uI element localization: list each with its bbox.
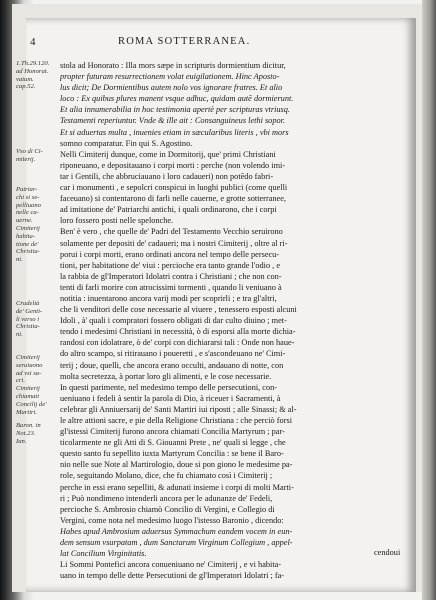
text-line: ad imitatione de' Patriarchi antichi, i quali ordinarono, che i corpi [60,205,277,215]
text-line: molta secretezza, à portar loro gli alimenti, e le cose necessarie. [60,371,272,381]
text-line: gl'istessi Cimiterij furono ancora chiamati Concilia Martyrum ; par- [60,427,285,437]
text-line: lat Concilium Virginitatis. [60,549,147,559]
text-line: le altre attioni sacre, e pie della Religione Christiana : che perciò forsi [60,416,292,425]
marginal-note: Cimiterij seruiuono ad vsi sa- cri. Cimiterij chiamati Concilij de' Martiri. [16,354,47,416]
text-line: loco : Ex quibus plures manent vsque adhuc, quidam autē dormierunt. [60,94,294,104]
text-line: Idoli , à' quali i compratori fossero obligati di dar culto diuino ; met- [60,316,287,326]
text-line: role, seguitando Molano, dice, che fu chiamato così i Cimiterij ; [60,471,273,481]
catchword: cendoui [374,548,401,557]
text-line: Et alia innumerabilia in hoc testimonia apertè per scripturas vtriusq. [60,105,290,115]
text-line: do altro scampo, si ritirauano i poueretti , e s'ascondeuano ne' Cimi- [60,349,286,359]
text-line: ri ; Può nondimeno intenderli ancora per le adunanze de' Fedeli, [60,493,273,503]
text-line: la rabbia de gl'Imperatori Idolatri contra i Christiani ; che non con- [60,271,282,281]
text-line: In questi parimente, nel medesimo tempo delle persecutioni, con- [60,382,278,392]
text-line: che li venditori delle cose necessarie al viuere , tenessero esposti alcuni [60,305,297,315]
body-text [60,60,404,581]
text-line: Li Sommi Pontefici ancora conueniuano ne' Cimiterij , e vi habita- [60,560,282,570]
text-line: Vergini, come nota nel medesimo luogo l'istesso Baronio , dicendo: [60,515,284,525]
text-line: uano in tempo delle dette Persecutioni de gl'Imperatori Idolatri ; fa- [60,571,285,581]
text-line: lus dicit; De Dormientibus autem nolo vos ignorare fratres. Et alio [60,83,283,93]
text-line: Testamenti reperiuntur. Vnde & ille ait : Consanguineus lethi sopor. [60,116,286,126]
text-line: Ben' è vero , che quelle de' Padri del Testamento Vecchio seruirono [60,227,283,237]
text-line: propter futuram resurrectionem volat euigilationem. Hinc Aposto- [60,72,280,82]
text-line: celebrar gli Anniuersarij de' Santi Martiri iui riposti ; alle Sinassi; & al- [60,404,297,414]
text-line: faceuano) si contentarono di farli nelle cauerne, e grotte sotterranee, [60,194,286,204]
text-line: solamente per depositi de' cadaueri; ma i nostri Cimiterij , oltre al ri- [60,238,288,248]
page-number: 4 [30,36,36,48]
text-line: ticolarmente ne gli Atti di S. Giouanni Prete , ne' quali si legge , che [60,438,286,448]
running-head: ROMA SOTTERRANEA. [118,36,251,47]
marginal-note: Vso di Ci- miterij. [16,148,43,163]
text-line: tioni, per habitatione de' viui : percioche era tanto grande l'odio , e [60,260,281,270]
text-line: tar i Gentili, che abbruciauano i loro cadaueri) non potēdo fabri- [60,171,274,181]
text-line: tendo i medesimi Christiani in necessità, ò di esporsi alla morte dichia- [60,327,296,337]
marginal-note: Crudeltà de' Genti- li verso i Christia- ni. [16,300,43,339]
text-line: percioche S. Ambrosio chiamò Concilio di Vergini, e Collegio di [60,504,275,514]
text-line: Et si aduertas multa , inuenies etiam in sæcularibus literis , vbi mors [60,127,289,137]
marginal-note: 1.Th.29.120. ad Honorat. vatum. cap.52. [16,60,50,91]
text-line: nio nelle sue Note al Martirologio, doue si pon giono le medesime pa- [60,460,293,470]
marginal-note: Patriar- chi si se- pelliuano nelle ca- uerne. Cimiterij habita- tione de' Christia- ni. [16,186,41,264]
text-line: Nelli Cimiterij dunque, come in Dormitorij, que' primi Christiani [60,149,276,159]
text-line: questo santo fu sepellito iuxta Martyrum Concilia : se bene il Baro- [60,449,284,459]
text-line: loro fossero posti nelle spelonche. [60,216,174,226]
text-line: notitia : inuentarono ancora varij modi per scoprirli ; e tra gl'altri, [60,293,277,303]
text-line: randosi con idolatrare, ò de' corpi con dichiararsi tali : Onde non haue- [60,338,295,348]
text-line: riponeuano, e depositauano i corpi morti : perche (non volendo imi- [60,160,286,170]
marginal-note: Baron. in Not.23. Ian. [16,422,41,445]
page-edge [422,0,436,600]
text-line: perche in essi erano sepelliti, & adunati insieme i corpi di molti Marti- [60,482,294,492]
text-line: somno comparatur. Fin qui S. Agostino. [60,138,193,148]
text-line: tenti di farli morire con atrocissimi tormenti , quando li veniuano à [60,282,282,292]
text-line: Habes apud Ambrosium aduersus Symmachum eandem vocem in eun- [60,526,293,536]
text-line: terij ; doue, quelli, che ancora erano occulti, andauano di notte, con [60,360,284,370]
text-line: stola ad Honorato : Illa mors sæpe in scripturis dormientium dicitur, [60,61,286,70]
text-line: dem sensum vsurpatam , dum Sanctarum Virginum Collegium , appel- [60,538,293,548]
text-line: car i monumenti , e sepolcri conspicui in luoghi publici (come quelli [60,183,288,193]
text-line: ueniuano i fedeli à sentir la parola di Dio, à riceuer i Sacramenti, à [60,393,281,403]
text-line: porui i corpi morti, erano ordinati ancora nel tempo delle persecu- [60,249,280,259]
